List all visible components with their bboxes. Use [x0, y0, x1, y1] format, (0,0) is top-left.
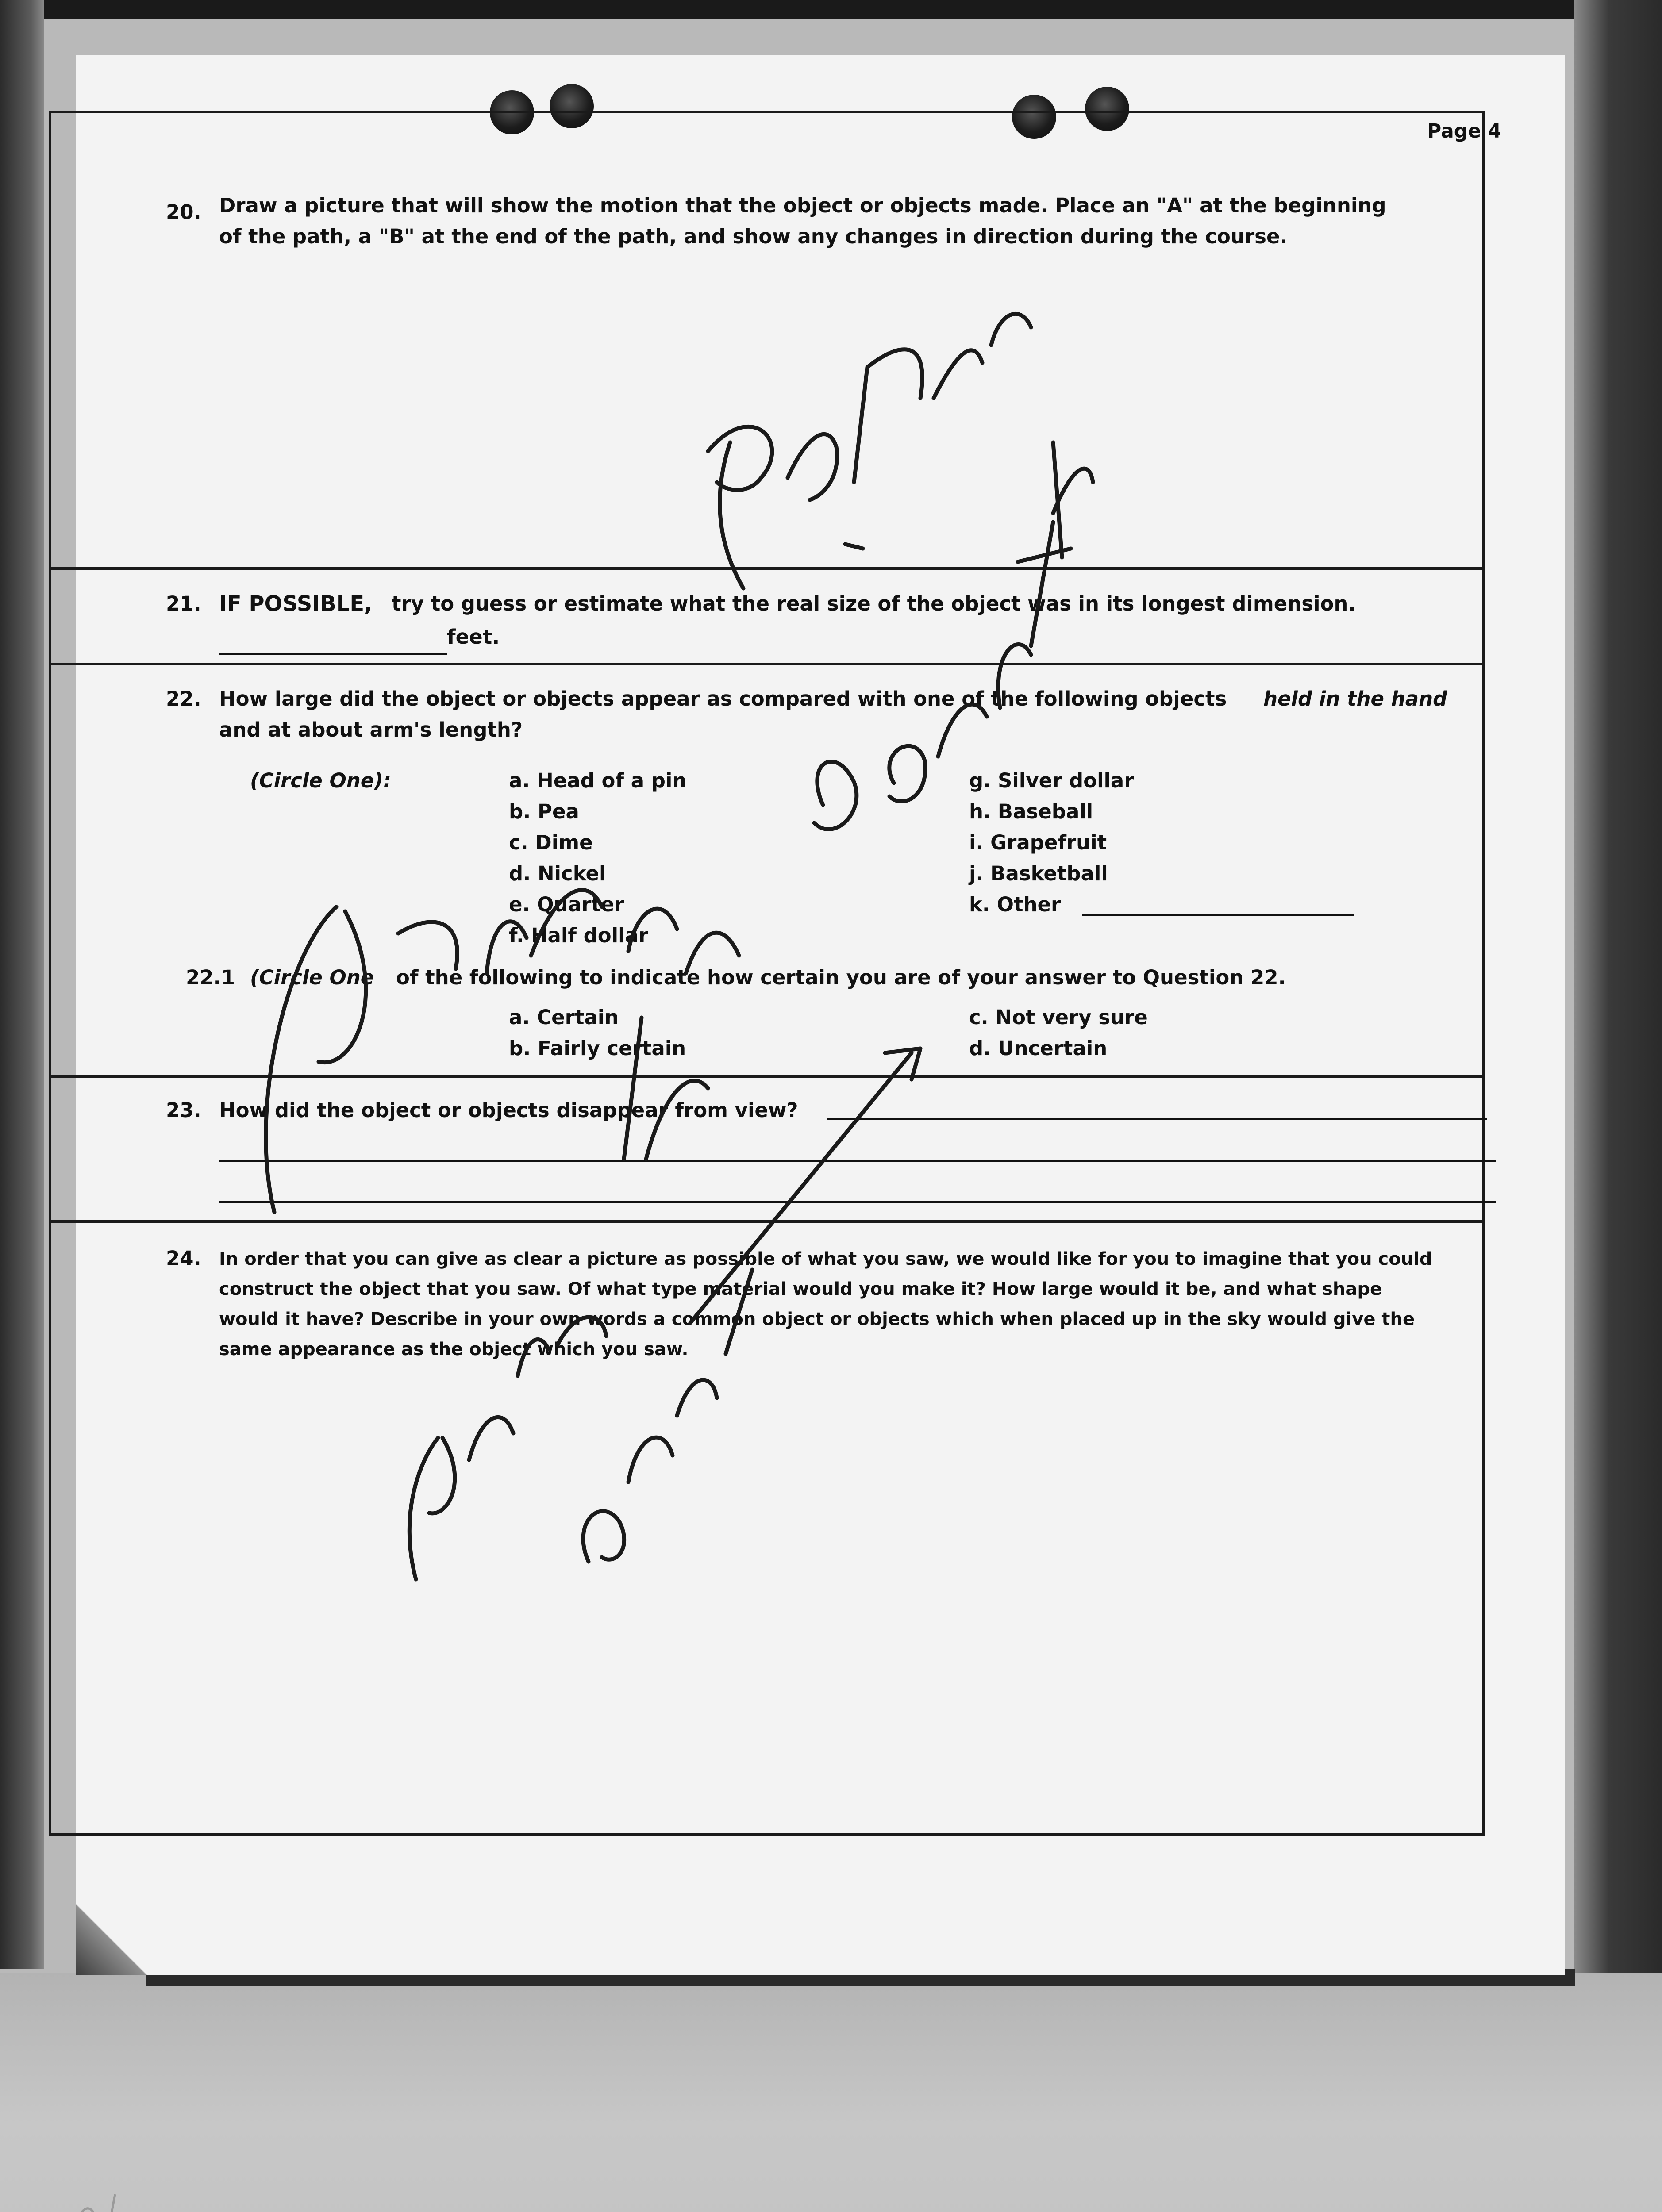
q22-option-j[interactable]: j. Basketball — [969, 862, 1108, 885]
q20-number: 20. — [166, 200, 201, 224]
q24-line-3: would it have? Describe in your own words a common object or objects which when placed up in the sky would give the — [219, 1309, 1415, 1329]
q22-number: 22. — [166, 687, 201, 710]
film-top-edge — [0, 0, 1662, 19]
q22-1-number: 22.1 — [186, 966, 235, 989]
q22-option-h[interactable]: h. Baseball — [969, 800, 1093, 823]
q22-1-option-d[interactable]: d. Uncertain — [969, 1037, 1108, 1060]
q24-line-2: construct the object that you saw. Of what type material would you make it? How large would it be, and what shape — [219, 1279, 1382, 1299]
q24-line-4: same appearance as the object which you saw. — [219, 1339, 689, 1359]
q22-option-k[interactable]: k. Other — [969, 893, 1061, 916]
q23-answer-line-3[interactable] — [219, 1201, 1496, 1203]
q22-option-g[interactable]: g. Silver dollar — [969, 769, 1134, 792]
q24-line-1: In order that you can give as clear a picture as possible of what you saw, we would like for you to imagine that you could — [219, 1249, 1432, 1269]
q21-feet-blank[interactable] — [219, 653, 447, 655]
q22-1-option-c[interactable]: c. Not very sure — [969, 1006, 1148, 1029]
divider-21-22 — [49, 663, 1485, 665]
q22-other-blank[interactable] — [1082, 914, 1354, 916]
background-surface — [0, 1973, 1662, 2212]
q22-option-e[interactable]: e. Quarter — [509, 893, 624, 916]
q21-unit: feet. — [447, 625, 500, 649]
q22-1-option-a[interactable]: a. Certain — [509, 1006, 619, 1029]
q23-text: How did the object or objects disappear from view? — [219, 1098, 798, 1122]
folded-corner — [76, 1904, 160, 1975]
q22-circle-label: (Circle One): — [250, 769, 391, 792]
film-right-edge — [1574, 0, 1662, 1991]
q22-1-option-b[interactable]: b. Fairly certain — [509, 1037, 686, 1060]
q21-lead: IF POSSIBLE, — [219, 591, 373, 616]
q22-text-emphasis: held in the hand — [1263, 687, 1447, 710]
q20-text-line1: Draw a picture that will show the motion that the object or objects made. Place an "A" at the beginning — [219, 194, 1386, 217]
q23-answer-line-2[interactable] — [219, 1160, 1496, 1162]
divider-20-21 — [49, 567, 1485, 570]
q23-number: 23. — [166, 1098, 201, 1122]
q22-text-line1: How large did the object or objects appear as compared with one of the following objects — [219, 687, 1227, 710]
divider-23-24 — [49, 1220, 1485, 1223]
page-number: Page 4 — [1427, 120, 1502, 142]
q22-option-c[interactable]: c. Dime — [509, 831, 593, 854]
film-left-edge — [0, 0, 44, 1969]
q22-option-d[interactable]: d. Nickel — [509, 862, 606, 885]
q24-number: 24. — [166, 1247, 201, 1270]
q20-text-line2: of the path, a "B" at the end of the path, and show any changes in direction during the course. — [219, 225, 1288, 248]
q22-option-i[interactable]: i. Grapefruit — [969, 831, 1107, 854]
q23-answer-line-1[interactable] — [827, 1118, 1487, 1120]
q22-text-line2: and at about arm's length? — [219, 718, 523, 741]
q21-number: 21. — [166, 592, 201, 615]
q22-option-a[interactable]: a. Head of a pin — [509, 769, 687, 792]
q22-option-b[interactable]: b. Pea — [509, 800, 579, 823]
q22-option-f[interactable]: f. Half dollar — [509, 924, 649, 947]
q21-text: try to guess or estimate what the real size of the object was in its longest dimension. — [392, 592, 1356, 615]
q22-1-text: of the following to indicate how certain you are of your answer to Question 22. — [396, 966, 1286, 989]
q22-1-italic: (Circle One — [250, 966, 374, 989]
divider-22-23 — [49, 1075, 1485, 1078]
